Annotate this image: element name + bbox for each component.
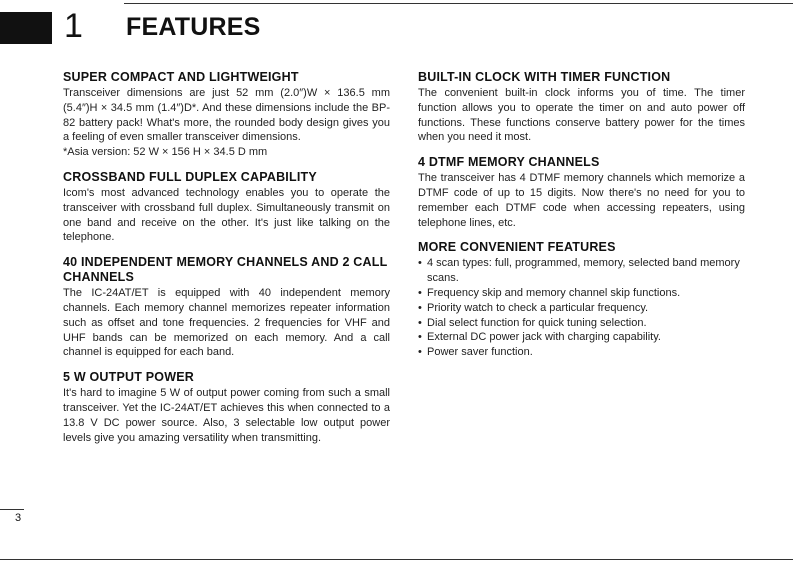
top-rule [124, 3, 793, 4]
section-title: 4 DTMF MEMORY CHANNELS [418, 155, 600, 170]
section-body: The IC-24AT/ET is equipped with 40 independent memory channels. Each memory channel memorizes repeater information such as offset and tone frequencies. 2 frequencies for VHF and UHF bands can be memorized on each memory. And a call channel is equipped for each band. [63, 287, 390, 359]
section-body: It's hard to imagine 5 W of output power coming from such a small transceiver. Yet the IC-24AT/ET achieves this when connected to a 13.8 V DC power source. Also, 3 selectable low output power levels give you amazing versatility when transmitting. [63, 387, 390, 444]
bullet-icon: • [418, 286, 422, 299]
chapter-number: 1 [64, 7, 83, 45]
list-item [418, 256, 745, 286]
list-item [418, 316, 745, 331]
page-number-rule [0, 509, 24, 510]
list-item [418, 330, 745, 345]
asia-version-note: *Asia version: 52 W × 156 H × 34.5 D mm [63, 146, 268, 159]
list-item-text: External DC power jack with charging capability. [427, 331, 661, 344]
section-clock-timer [418, 70, 745, 145]
list-item-text: Frequency skip and memory channel skip functions. [427, 286, 681, 299]
list-item-text: Dial select function for quick tuning selection. [427, 316, 647, 329]
list-item-text: Priority watch to check a particular frequency. [427, 301, 649, 314]
list-item [418, 345, 745, 360]
feature-list [418, 256, 745, 360]
section-dtmf [418, 155, 745, 230]
list-item [418, 286, 745, 301]
right-column [418, 70, 745, 370]
section-title: 5 W OUTPUT POWER [63, 370, 194, 385]
bottom-rule [0, 559, 793, 560]
section-body: The transceiver has 4 DTMF memory channels which memorize a DTMF code of up to 15 digits. Now there's no need for you to remember each DTMF code when accessing repeaters, using telephone lines, etc. [418, 172, 745, 229]
section-title: CROSSBAND FULL DUPLEX CAPABILITY [63, 169, 317, 184]
section-title: MORE CONVENIENT FEATURES [418, 240, 616, 255]
list-item-text: 4 scan types: full, programmed, memory, selected band memory scans. [427, 257, 740, 285]
bullet-icon: • [418, 257, 422, 270]
section-super-compact [63, 70, 390, 160]
bullet-icon: • [418, 316, 422, 329]
section-output-power [63, 370, 390, 445]
section-body: The convenient built-in clock informs you of time. The timer function allows you to operate the timer on and auto power off functions. These functions conserve battery power for the times when you need it most. [418, 87, 745, 144]
section-more-features [418, 240, 745, 360]
list-item-text: Power saver function. [427, 346, 533, 359]
bullet-icon: • [418, 331, 422, 344]
chapter-title: FEATURES [126, 13, 261, 41]
section-title: 40 INDEPENDENT MEMORY CHANNELS AND 2 CALL CHANNELS [63, 255, 388, 285]
bullet-icon: • [418, 346, 422, 359]
left-column [63, 70, 390, 455]
section-title: SUPER COMPACT AND LIGHTWEIGHT [63, 70, 299, 84]
section-title: BUILT-IN CLOCK WITH TIMER FUNCTION [418, 70, 671, 84]
section-body: Icom's most advanced technology enables you to operate the transceiver with crossband full duplex. Simultaneously transmit on one band and receive on the other. It's just like talking on the telephone. [63, 186, 390, 244]
chapter-tab-marker [0, 12, 52, 44]
section-body [63, 86, 390, 160]
section-text: Transceiver dimensions are just 52 mm (2.0″)W × 136.5 mm (5.4″)H × 34.5 mm (1.4″)D*. And these dimensions include the BP-82 battery pack! What's more, the rounded body design gives you a feeling of even smaller transceiver dimensions. [63, 87, 390, 144]
bullet-icon: • [418, 301, 422, 314]
section-memory-channels [63, 255, 390, 360]
page-number: 3 [15, 512, 22, 524]
section-crossband [63, 170, 390, 245]
list-item [418, 301, 745, 316]
